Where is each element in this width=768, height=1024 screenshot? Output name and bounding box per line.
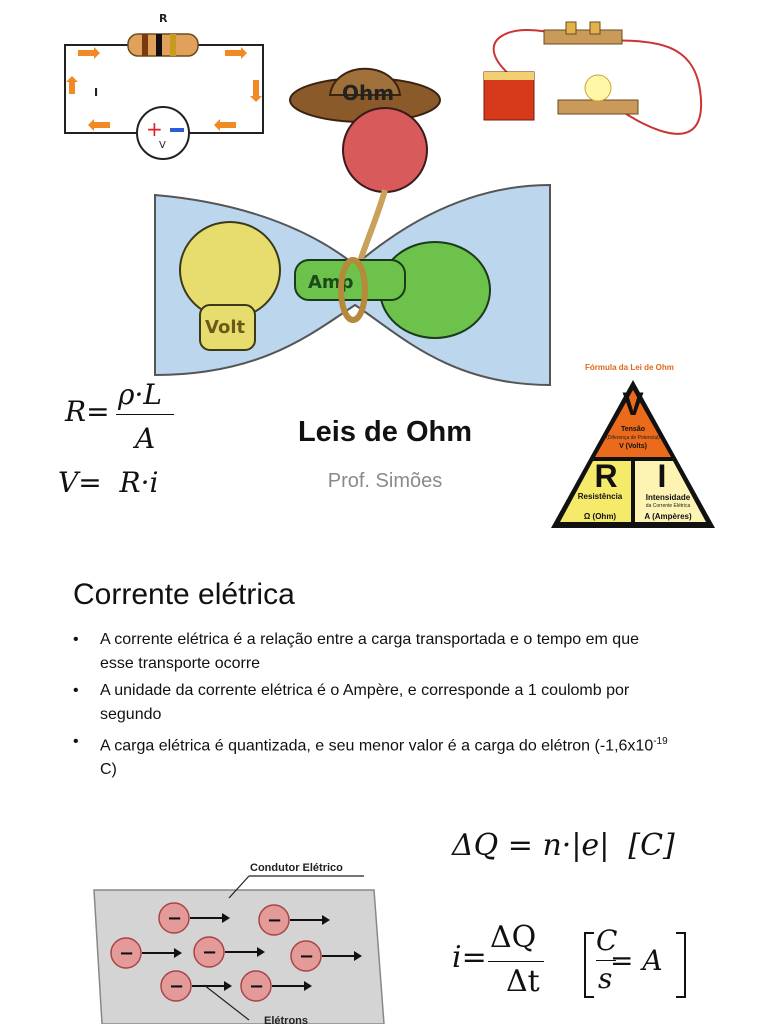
current-equation-denominator: Δt [506,964,540,999]
ohm-character [343,108,427,192]
triangle-r-letter: R [594,458,618,494]
electron-charge: − [167,908,183,929]
bullet-item: • A unidade da corrente elétrica é o Ampère, e corresponde a 1 coulomb por segundo [73,679,673,727]
electron-charge: − [267,910,283,931]
unit-bracket-right [676,932,686,998]
electron-charge: − [202,942,218,963]
volt-character [180,222,280,318]
bullet-text: A carga elétrica é quantizada, e seu menor valor é a carga do elétron (-1,6x10 [100,737,654,755]
author-subtitle: Prof. Simões [327,470,443,492]
electrons-label: Elétrons [264,1015,309,1024]
current-equation-lhs: i= [452,940,487,975]
volt-label: Volt [205,317,246,338]
triangle-i-name: Intensidade [645,493,691,502]
unit-numerator: C [596,924,618,957]
lightbulb-icon [585,75,611,101]
unit-bracket-left [584,932,594,998]
resistance-formula-lhs: R= [65,395,110,428]
unit-result: = A [610,944,663,977]
electron-charge: − [119,943,135,964]
triangle-caption: Fórmula da Lei de Ohm [585,363,674,372]
ohm-cartoon [150,55,560,390]
triangle-i-detail: da Corrente Elétrica [645,503,691,509]
bulb-base [558,100,638,114]
current-label: I [94,86,99,99]
exponent: -19 [653,736,668,747]
unit-denominator: s [598,962,613,995]
fraction-bar [488,961,544,962]
page-title: Leis de Ohm [297,416,473,448]
resistor [128,34,198,56]
fraction-bar [116,414,174,415]
resistance-formula-numerator: ρ·L [118,378,162,411]
triangle-v-unit: V (Volts) [619,443,647,450]
section-title: Corrente elétrica [73,578,295,611]
triangle-i-letter: I [657,458,667,494]
bullet-list [73,628,673,785]
triangle-v-name: Tensão [621,426,645,433]
resistor-label: R [159,12,168,25]
charge-equation: ΔQ = n·|e| [C] [452,828,675,863]
hat-text: Ohm [342,81,395,105]
electron-charge: − [169,976,185,997]
bullet-suffix: C) [100,761,117,779]
source-label: V [159,140,166,151]
triangle-r-unit: Ω (Ohm) [583,512,617,521]
conductor-diagram [84,860,394,1024]
triangle-v-detail: (Diferença de Potencial) [606,435,660,441]
switch-base [544,30,622,44]
bullet-item: • A corrente elétrica é a relação entre a carga transportada e o tempo em que esse transporte ocorre [73,628,673,676]
electron-charge: − [249,976,265,997]
bullet-item [73,730,673,782]
resistance-formula-denominator: A [135,422,156,455]
ohm-law-formula: V= R·i [58,466,159,499]
triangle-i-unit: A (Ampères) [644,512,692,521]
triangle-r-name: Resistência [577,492,623,501]
electron-charge: − [299,946,315,967]
conductor-label: Condutor Elétrico [250,862,343,874]
amp-label: Amp [308,272,354,293]
svg-text:+: + [146,117,163,141]
current-slide [0,560,768,1024]
current-equation-numerator: ΔQ [490,920,537,955]
triangle-v-letter: V [622,386,644,422]
